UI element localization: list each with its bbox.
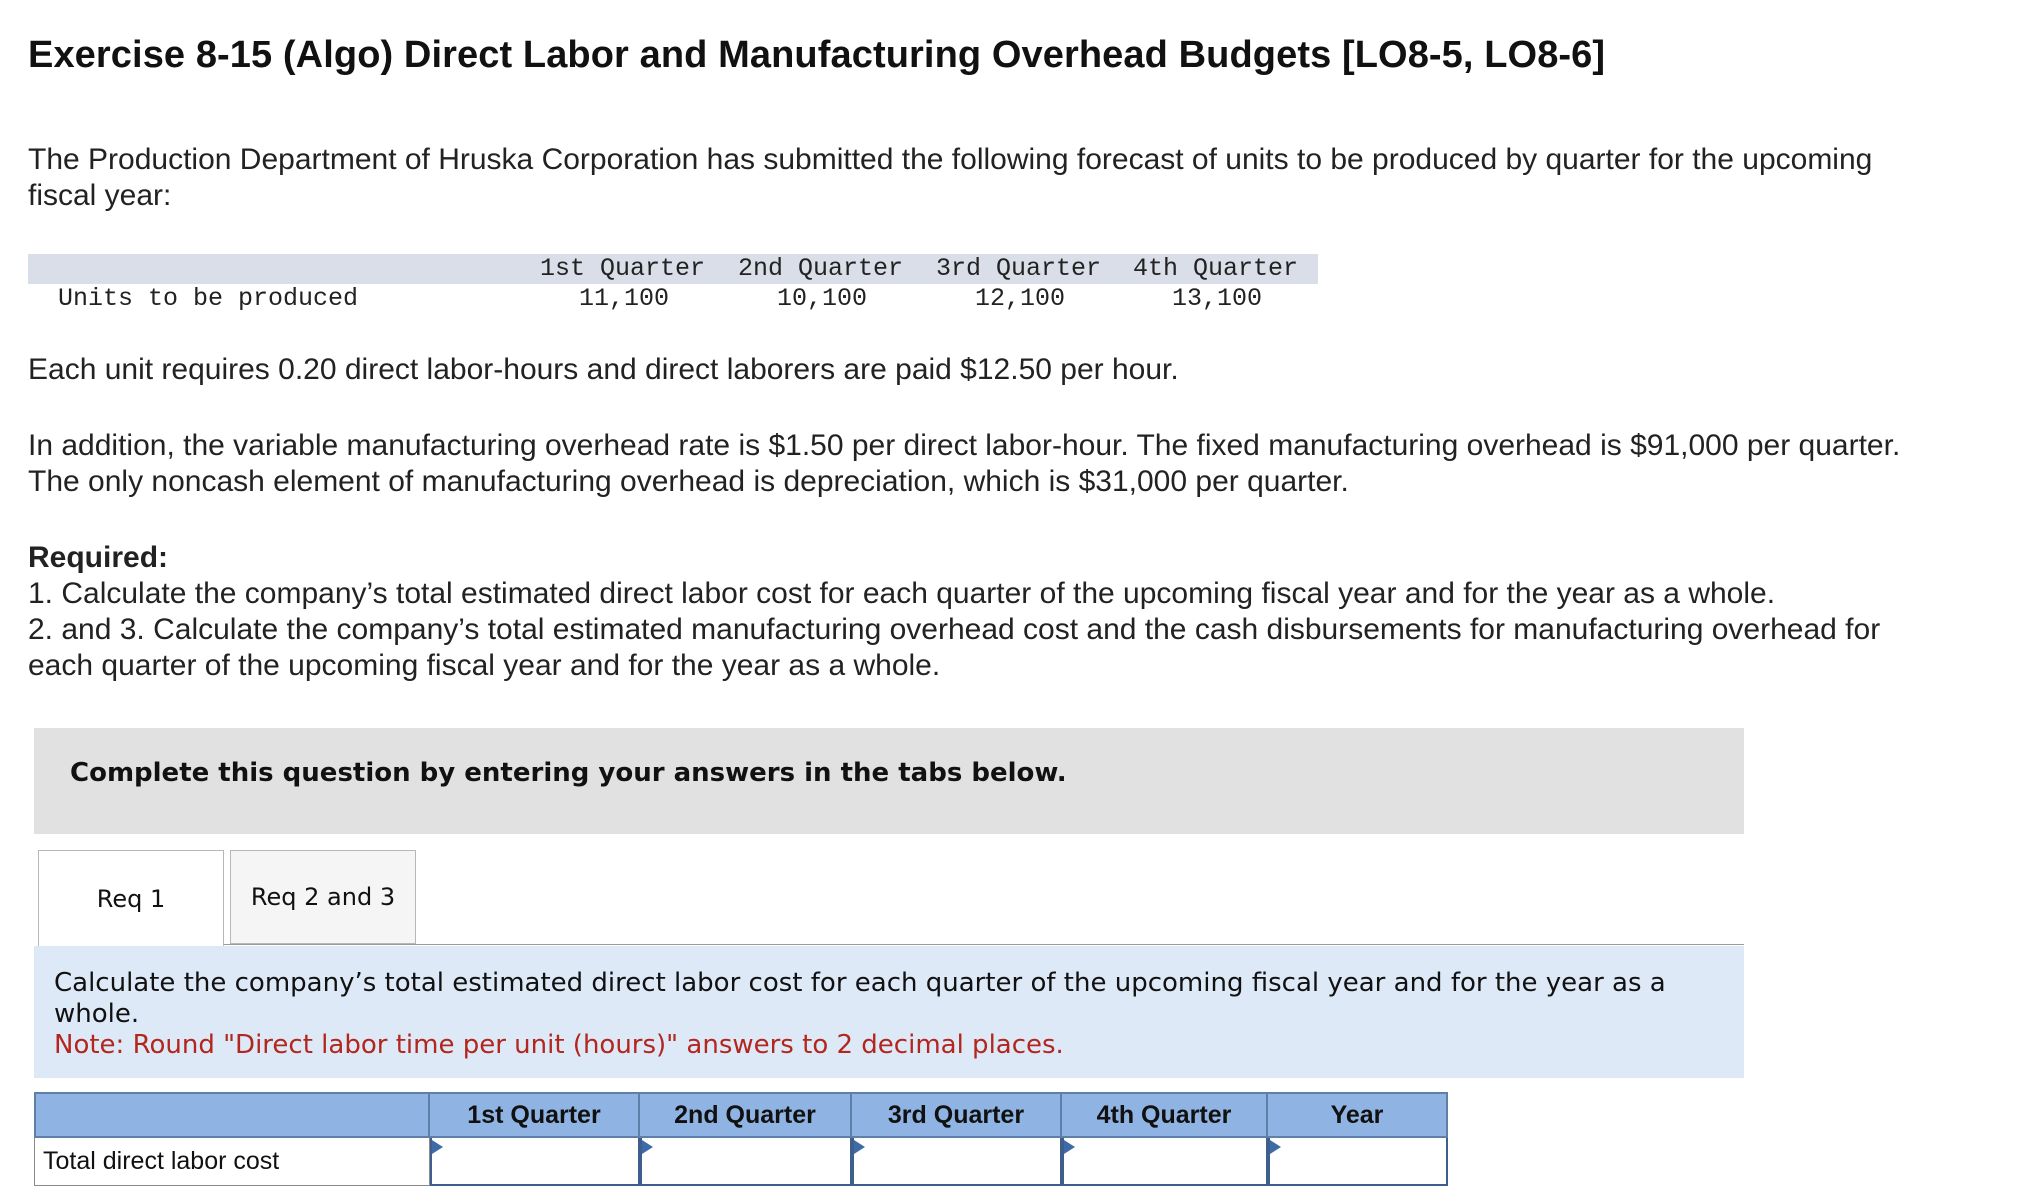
- required-item-2: 2. and 3. Calculate the company’s total estimated manufacturing overhead cost and the cash disbursements for manufacturing overhead for each quarter of the upcoming fiscal year and for the year as a whole.: [28, 613, 1881, 682]
- input-marker-icon: [432, 1140, 443, 1154]
- grid-header-q1: 1st Quarter: [430, 1092, 640, 1138]
- req-1-panel: [34, 946, 1744, 1078]
- forecast-header-q3: 3rd Quarter: [936, 254, 1102, 283]
- input-cell-q4: [1062, 1138, 1268, 1186]
- forecast-value-q4: 13,100: [1172, 284, 1263, 313]
- forecast-value-q3: 12,100: [975, 284, 1066, 313]
- tab-req-2-and-3-label: Req 2 and 3: [250, 883, 396, 911]
- grid-header-q3: 3rd Quarter: [852, 1092, 1062, 1138]
- overhead-text: In addition, the variable manufacturing overhead rate is $1.50 per direct labor-hour. The fixed manufacturing overhead is $91,000 per quarter. The only noncash element of manufacturing overhead is depreciation, which is $31,000 per quarter.: [28, 429, 1901, 498]
- forecast-value-q2: 10,100: [777, 284, 868, 313]
- input-marker-icon: [1064, 1140, 1075, 1154]
- total-direct-labor-cost-q1-input[interactable]: [432, 1138, 638, 1184]
- input-cell-year: [1268, 1138, 1448, 1186]
- tab-req-1-label: Req 1: [96, 884, 166, 913]
- input-cell-q2: [640, 1138, 852, 1186]
- instruction-banner: [34, 728, 1744, 834]
- forecast-header-q2: 2nd Quarter: [738, 254, 904, 283]
- input-marker-icon: [642, 1140, 653, 1154]
- total-direct-labor-cost-q4-input[interactable]: [1064, 1138, 1266, 1184]
- input-marker-icon: [1270, 1140, 1281, 1154]
- required-item-1: 1. Calculate the company’s total estimated direct labor cost for each quarter of the upcoming fiscal year and for the year as a whole.: [28, 577, 1776, 610]
- grid-row-label: Total direct labor cost: [34, 1138, 430, 1186]
- tab-req-1[interactable]: [38, 850, 224, 946]
- forecast-value-q1: 11,100: [579, 284, 670, 313]
- req-1-instruction: Calculate the company’s total estimated direct labor cost for each quarter of the upcoming fiscal year and for the year as a whole.: [54, 968, 1666, 1029]
- unit-requirement-text: Each unit requires 0.20 direct labor-hours and direct laborers are paid $12.50 per hour.: [28, 353, 1179, 386]
- grid-header-blank: [34, 1092, 430, 1138]
- total-direct-labor-cost-year-input[interactable]: [1270, 1138, 1446, 1184]
- tab-underline: [224, 944, 1744, 945]
- input-marker-icon: [854, 1140, 865, 1154]
- input-cell-q3: [852, 1138, 1062, 1186]
- page-title: Exercise 8-15 (Algo) Direct Labor and Manufacturing Overhead Budgets [LO8-5, LO8-6]: [28, 34, 1606, 76]
- grid-header-q2: 2nd Quarter: [640, 1092, 852, 1138]
- required-heading: Required:: [28, 541, 169, 574]
- forecast-row-label: Units to be produced: [58, 284, 359, 313]
- total-direct-labor-cost-q2-input[interactable]: [642, 1138, 850, 1184]
- intro-paragraph: The Production Department of Hruska Corporation has submitted the following forecast of units to be produced by quarter for the upcoming fiscal year:: [28, 143, 1873, 212]
- tab-req-2-and-3[interactable]: [230, 850, 416, 944]
- required-section: [28, 540, 1928, 684]
- req-1-rounding-note: Note: Round "Direct labor time per unit (hours)" answers to 2 decimal places.: [54, 1030, 1064, 1060]
- forecast-header-q4: 4th Quarter: [1133, 254, 1299, 283]
- grid-header-q4: 4th Quarter: [1062, 1092, 1268, 1138]
- total-direct-labor-cost-q3-input[interactable]: [854, 1138, 1060, 1184]
- input-cell-q1: [430, 1138, 640, 1186]
- forecast-header-q1: 1st Quarter: [540, 254, 706, 283]
- banner-text: Complete this question by entering your answers in the tabs below.: [70, 758, 1067, 788]
- grid-header-year: Year: [1268, 1092, 1448, 1138]
